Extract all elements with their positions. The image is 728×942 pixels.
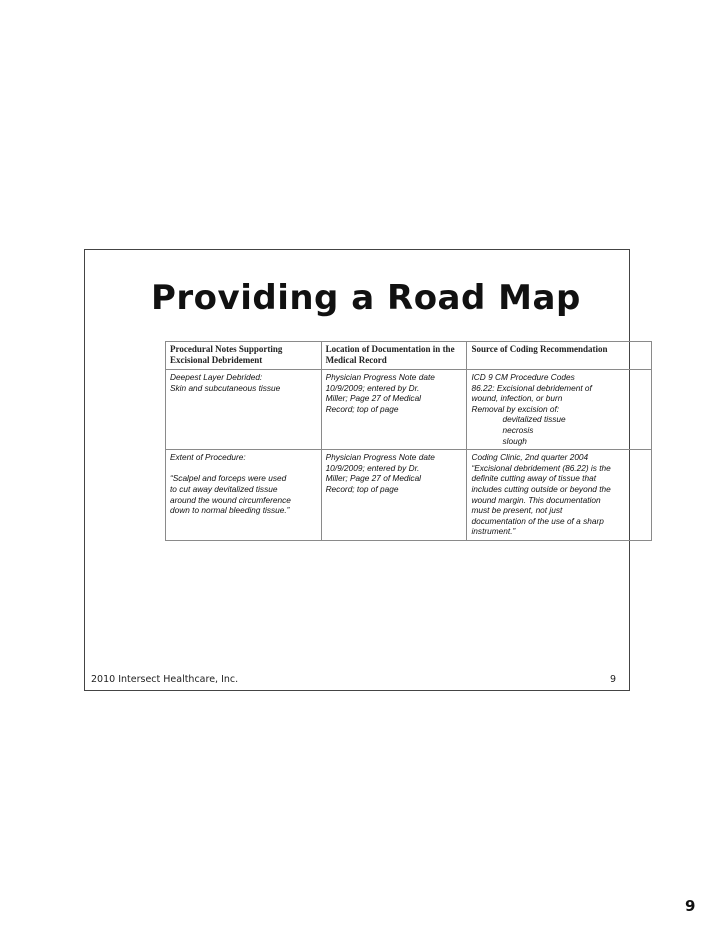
cell-text: Physician Progress Note date xyxy=(325,452,435,463)
slide-footer-number: 9 xyxy=(609,674,616,685)
header-coding-source: Source of Coding Recommendation xyxy=(467,342,652,370)
cell-text: instrument.” xyxy=(471,526,516,537)
page-number: 9 xyxy=(685,897,696,915)
cell-text: 10/9/2009; entered by Dr. xyxy=(325,382,420,393)
cell-text: Coding Clinic, 2nd quarter 2004 xyxy=(471,452,589,463)
cell-text: must be present, not just xyxy=(471,505,563,516)
cell-text: slough xyxy=(502,435,527,446)
table-header-row xyxy=(166,342,652,370)
cell-text: Physician Progress Note date xyxy=(325,372,435,382)
cell-text: “Scalpel and forceps were used xyxy=(170,473,287,484)
cell-text: necrosis xyxy=(502,424,534,435)
cell-text: “Excisional debridement (86.22) is the xyxy=(471,462,611,473)
cell-text: Skin and subcutaneous tissue xyxy=(170,382,281,393)
cell-text: Extent of Procedure: xyxy=(170,452,246,463)
cell-text: around the wound circumference xyxy=(170,494,291,505)
slide-footer-copyright: 2010 Intersect Healthcare, Inc. xyxy=(91,674,239,685)
cell-text: Record; top of page xyxy=(325,403,399,414)
cell-text: 10/9/2009; entered by Dr. xyxy=(325,462,420,473)
cell-text: Deepest Layer Debrided: xyxy=(170,372,263,382)
source-cell xyxy=(467,370,652,450)
notes-cell xyxy=(166,450,322,541)
notes-cell xyxy=(166,370,322,450)
location-cell xyxy=(321,450,467,541)
table-row xyxy=(166,370,652,450)
cell-text: wound, infection, or burn xyxy=(471,393,563,404)
cell-text: definite cutting away of tissue that xyxy=(471,473,596,484)
cell-text: documentation of the use of a sharp xyxy=(471,515,604,526)
cell-text: to cut away devitalized tissue xyxy=(170,483,278,494)
cell-text: Miller; Page 27 of Medical xyxy=(325,473,422,484)
cell-text: 86.22: Excisional debridement of xyxy=(471,382,592,393)
road-map-table xyxy=(165,341,652,541)
cell-text: ICD 9 CM Procedure Codes xyxy=(471,372,575,382)
header-documentation-location: Location of Documentation in the Medical Record xyxy=(321,342,467,370)
table-row xyxy=(166,450,652,541)
cell-text: Miller; Page 27 of Medical xyxy=(325,393,422,404)
cell-text: down to normal bleeding tissue.” xyxy=(170,505,290,516)
cell-text: includes cutting outside or beyond the xyxy=(471,483,611,494)
cell-text: wound margin. This documentation xyxy=(471,494,601,505)
cell-text: Removal by excision of: xyxy=(471,403,560,414)
cell-text: Record; top of page xyxy=(325,483,399,494)
location-cell xyxy=(321,370,467,450)
slide-title: Providing a Road Map xyxy=(151,278,581,318)
source-cell xyxy=(467,450,652,541)
header-procedural-notes: Procedural Notes Supporting Excisional Debridement xyxy=(166,342,322,370)
cell-text: devitalized tissue xyxy=(502,414,566,425)
slide xyxy=(84,249,630,691)
